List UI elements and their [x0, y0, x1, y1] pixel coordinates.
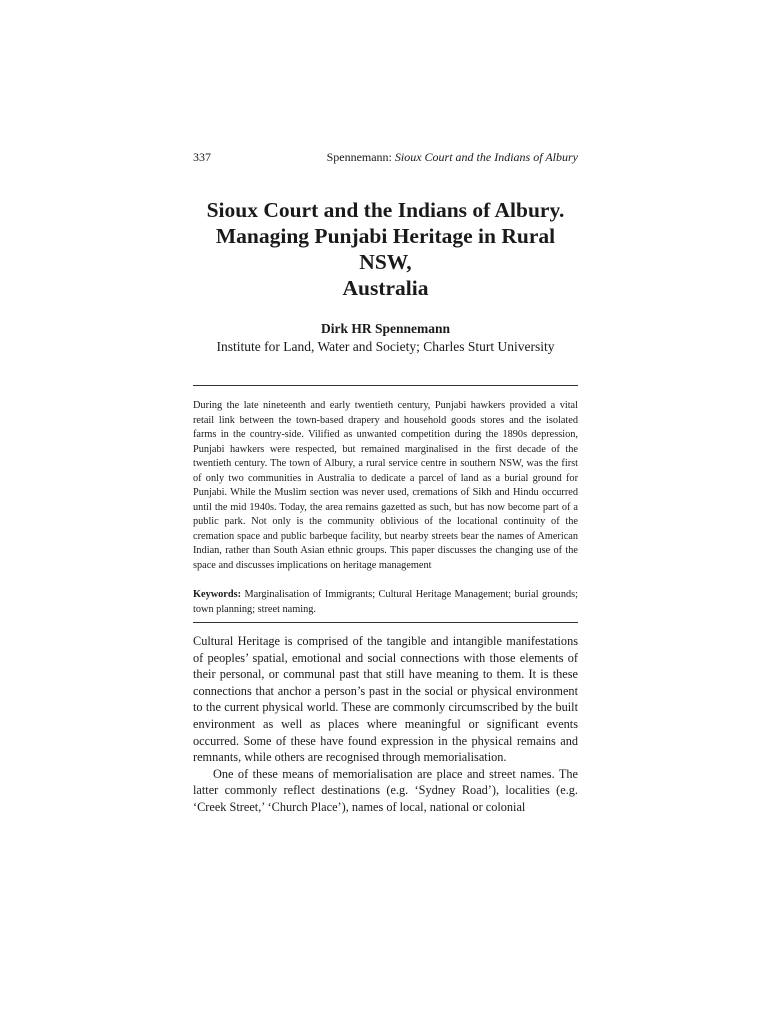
abstract-top-rule — [193, 385, 578, 386]
body-paragraph: One of these means of memorialisation are place and street names. The latter commonly reflect destinations (e.g. ‘Sydney Road’), localities (e.g. ‘Creek Street,’ ‘Church Place’), names of local, national or colonial — [193, 766, 578, 814]
author-name: Dirk HR Spennemann — [320, 321, 451, 336]
running-author: Spennemann: — [326, 150, 392, 164]
author-affiliation: Institute for Land, Water and Society; Charles Sturt University — [216, 339, 555, 354]
running-title — [327, 150, 578, 165]
keywords — [193, 588, 578, 617]
title-line: Managing Punjabi Heritage in Rural NSW, — [215, 224, 556, 274]
page-number: 337 — [193, 150, 211, 164]
body-text — [193, 633, 578, 816]
running-article-title: Sioux Court and the Indians of Albury — [394, 150, 578, 164]
article-title — [193, 197, 578, 301]
keywords-label: Keywords: — [193, 589, 242, 600]
abstract-bottom-rule — [193, 622, 578, 623]
body-paragraph: Cultural Heritage is comprised of the tangible and intangible manifestations of peoples’ spatial, emotional and social connections with those elements of their personal, or communal past that still have meaning to them. It is these connections that anchor a person’s past in the social or physical environment to the current physical world. These are commonly circumscribed by the built environment as well as places where meaningful or significant events occurred. Some of these have found expression in the physical remains and remnants, while others are recognised through memorialisation. — [193, 634, 578, 765]
keywords-text: Marginalisation of Immigrants; Cultural Heritage Management; burial grounds; town planning; street naming. — [193, 589, 578, 615]
abstract-text: During the late nineteenth and early twentieth century, Punjabi hawkers provided a vital retail link between the town-based drapery and household goods stores and the isolated farms in the country-side. Vilified as unwanted competition during the 1890s depression, Punjabi hawkers were respected, but remained marginalised in the first decade of the twentieth century. The town of Albury, a rural service centre in southern NSW, was the first of only two communities in Australia to dedicate a parcel of land as a burial ground for Punjabi. While the Muslim section was never used, cremations of Sikh and Hindu occurred until the mid 1940s. Today, the area remains gazetted as such, but has now become part of a public park. Not only is the community oblivious of the locational continuity of the cremation space and public barbeque facility, but nearby streets bear the names of American Indian, rather than South Asian ethnic groups. This paper discusses the changing use of the space and discusses implications on heritage management — [193, 400, 578, 571]
title-line: Australia — [342, 276, 429, 300]
title-line: Sioux Court and the Indians of Albury. — [206, 198, 565, 222]
journal-page — [193, 150, 578, 816]
running-header — [193, 150, 578, 166]
